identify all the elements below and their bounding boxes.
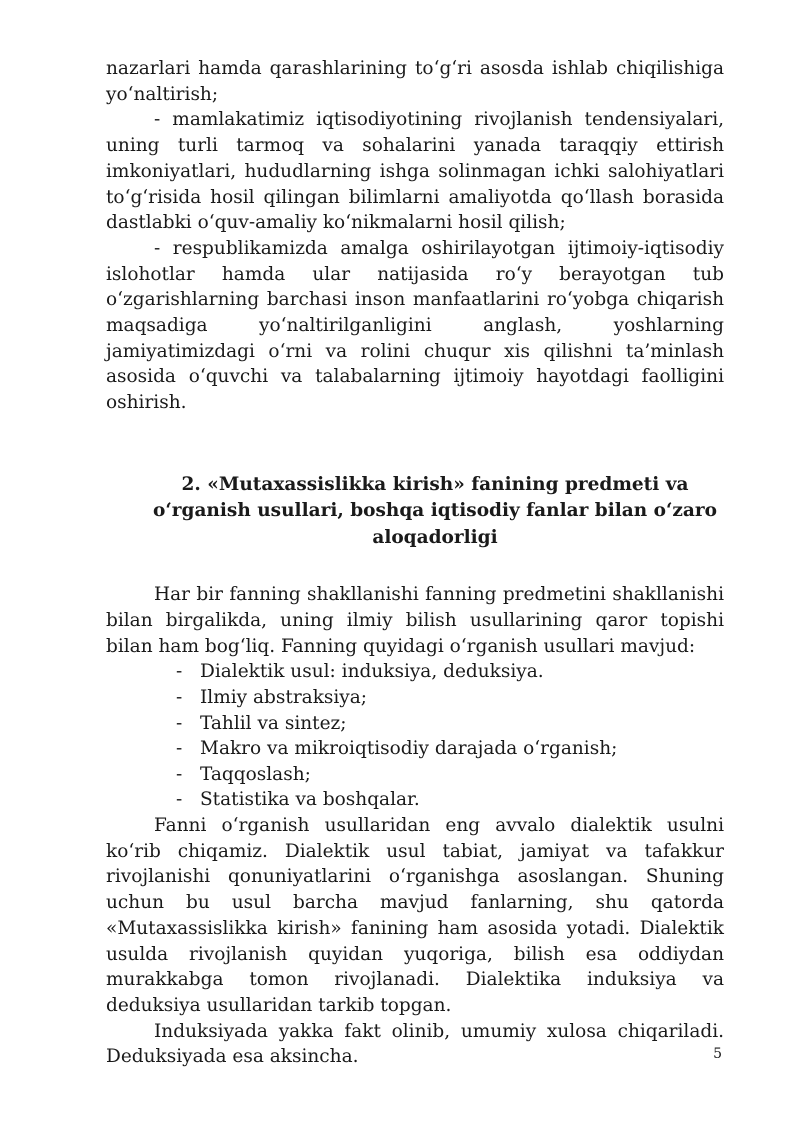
list-item: - Tahlil va sintez; xyxy=(176,711,724,737)
methods-list xyxy=(106,659,724,813)
paragraph-dialectic: Fanni o‘rganish usullaridan eng avvalo dialektik usulni ko‘rib chiqamiz. Dialektik usul tabiat, jamiyat va tafakkur rivojlanishi qonuniyatlarini o‘rganishga asoslangan. Shuning uchun bu usul barcha mavjud fanlarning, shu qatorda «Mutaxassislikka kirish» fanining ham asosida yotadi. Dialektik usulda rivojlanish quyidan yuqoriga, bilish esa oddiydan murakkabga tomon rivojlanadi. Dialektika induksiya va deduksiya usullaridan tarkib topgan. xyxy=(106,815,724,1016)
paragraph-intro: Har bir fanning shakllanishi fanning predmetini shakllanishi bilan birgalikda, uning ilmiy bilish usullarining qaror topishi bilan ham bog‘liq. Fanning quyidagi o‘rganish usullari mavjud: xyxy=(106,584,724,657)
page-number: 5 xyxy=(713,1046,722,1062)
paragraph-induction: Induksiyada yakka fakt olinib, umumiy xulosa chiqariladi. Deduksiyada esa aksincha. xyxy=(106,1020,724,1068)
list-item: - Makro va mikroiqtisodiy darajada o‘rganish; xyxy=(176,736,724,762)
list-item: - Dialektik usul: induksiya, deduksiya. xyxy=(176,659,724,685)
list-item: - Statistika va boshqalar. xyxy=(176,787,724,813)
section-heading xyxy=(106,472,724,552)
list-item: - Ilmiy abstraksiya; xyxy=(176,685,724,711)
page-body xyxy=(106,56,724,1070)
paragraph-skills: - mamlakatimiz iqtisodiyotining rivojlanish tendensiyalari, uning turli tarmoq va sohalarini yanada taraqqiy ettirish imkoniyatlari, hududlarning ishga solinmagan ichki salohiyatlari to‘g‘risida hosil qilingan bilimlarni amaliyotda qo‘llash borasida dastlabki o‘quv-amaliy ko‘nikmalarni hosil qilish; xyxy=(106,109,724,234)
paragraph-reforms: - respublikamizda amalga oshirilayotgan ijtimoiy-iqtisodiy islohotlar hamda ular natijasida ro‘y berayotgan tub o‘zgarishlarning barchasi inson manfaatlarini ro‘yobga chiqarish maqsadiga yo‘naltirilganligini anglash, yoshlarning jamiyatimizdagi o‘rni va rolini chuqur xis qilishni ta’minlash asosida o‘quvchi va talabalarning ijtimoiy hayotdagi faolligini oshirish. xyxy=(106,237,724,414)
paragraph-continuation: nazarlari hamda qarashlarining to‘g‘ri asosda ishlab chiqilishiga yo‘naltirish; xyxy=(106,58,724,105)
section-heading-line: 2. «Mutaxassislikka kirish» fanining predmeti va xyxy=(181,473,689,495)
section-heading-line: aloqadorligi xyxy=(372,526,498,548)
section-heading-line: o‘rganish usullari, boshqa iqtisodiy fanlar bilan o‘zaro xyxy=(152,500,718,522)
list-item: - Taqqoslash; xyxy=(176,762,724,788)
